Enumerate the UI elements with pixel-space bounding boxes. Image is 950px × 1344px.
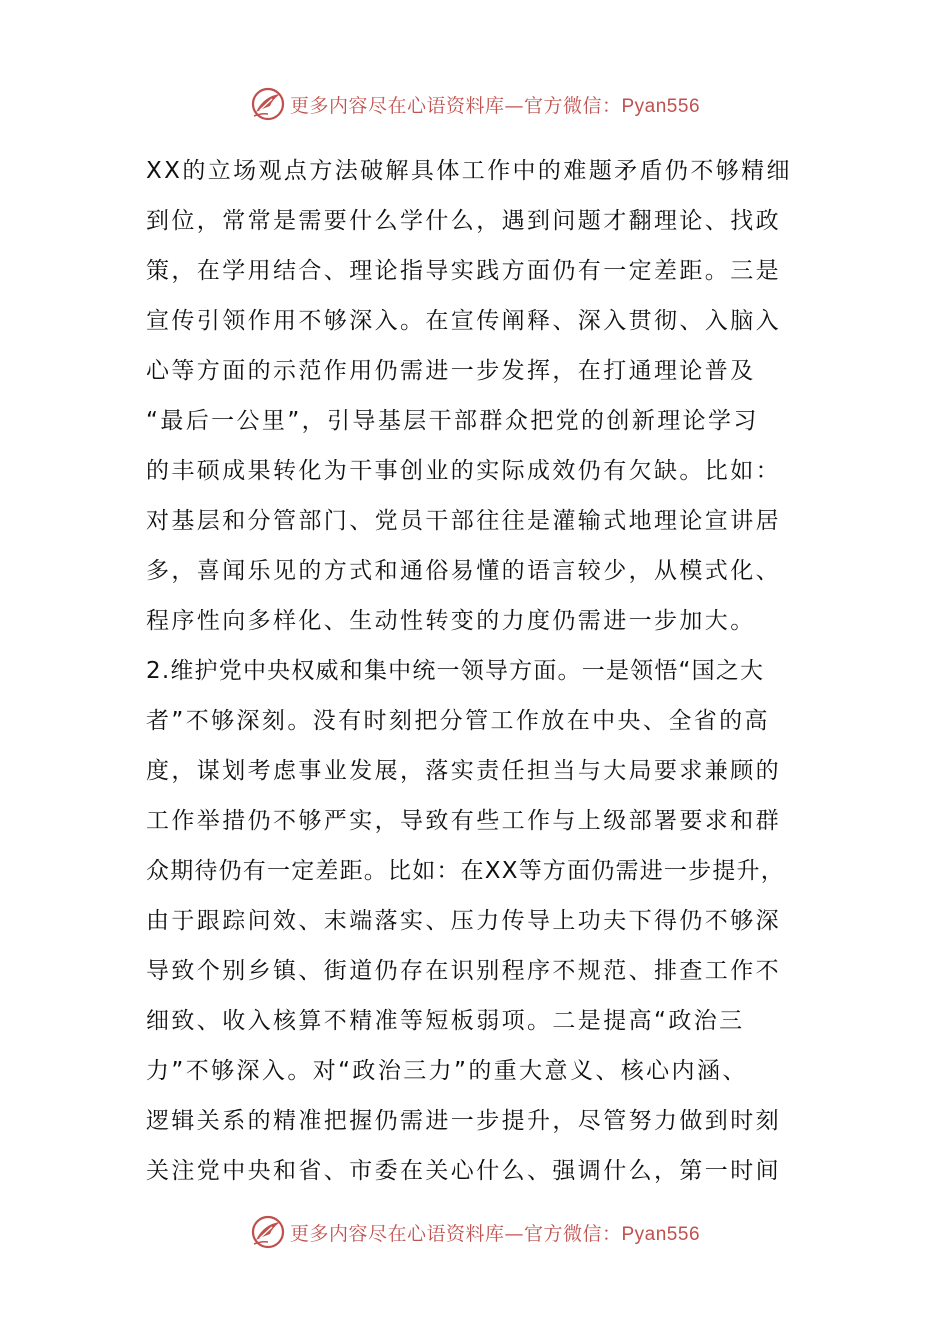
text-line: 多，喜闻乐见的方式和通俗易懂的语言较少，从模式化、 [146, 558, 781, 584]
text-line: 细致、收入核算不精准等短板弱项。二是提高“政治三 [146, 1008, 745, 1034]
footer-watermark [0, 1212, 950, 1252]
text-line: 关注党中央和省、市委在关心什么、强调什么，第一时间 [146, 1158, 781, 1184]
section-heading-line: 2.维护党中央权威和集中统一领导方面。一是领悟“国之大 [146, 658, 765, 684]
header-watermark [0, 84, 950, 124]
watermark-text: 更多内容尽在心语资料库—官方微信：Pyan556 [289, 94, 701, 117]
pen-nib-logo-icon [250, 1214, 286, 1250]
text-line: 者”不够深刻。没有时刻把分管工作放在中央、全省的高 [146, 708, 770, 734]
text-line: 逻辑关系的精准把握仍需进一步提升，尽管努力做到时刻 [146, 1108, 781, 1134]
text-line: 到位，常常是需要什么学什么，遇到问题才翻理论、找政 [146, 208, 781, 234]
text-line: 导致个别乡镇、街道仍存在识别程序不规范、排查工作不 [146, 958, 781, 984]
text-line: 对基层和分管部门、党员干部往往是灌输式地理论宣讲居 [146, 508, 781, 534]
pen-nib-logo-icon [250, 86, 286, 122]
watermark-text: 更多内容尽在心语资料库—官方微信：Pyan556 [289, 1222, 701, 1245]
text-line: 由于跟踪问效、末端落实、压力传导上功夫下得仍不够深 [146, 908, 781, 934]
text-line: 度，谋划考虑事业发展，落实责任担当与大局要求兼顾的 [146, 758, 781, 784]
text-line: 众期待仍有一定差距。比如：在XX等方面仍需进一步提升， [146, 858, 785, 884]
text-line: 力”不够深入。对“政治三力”的重大意义、核心内涵、 [146, 1058, 748, 1084]
text-line: “最后一公里”，引导基层干部群众把党的创新理论学习 [146, 408, 759, 434]
text-line: 心等方面的示范作用仍需进一步发挥，在打通理论普及 [146, 358, 756, 384]
text-line: XX的立场观点方法破解具体工作中的难题矛盾仍不够精细 [146, 158, 792, 184]
text-line: 的丰硕成果转化为干事创业的实际成效仍有欠缺。比如： [146, 458, 781, 484]
text-line: 工作举措仍不够严实，导致有些工作与上级部署要求和群 [146, 808, 781, 834]
document-body [146, 146, 816, 1196]
text-line: 程序性向多样化、生动性转变的力度仍需进一步加大。 [146, 608, 756, 634]
text-line: 宣传引领作用不够深入。在宣传阐释、深入贯彻、入脑入 [146, 308, 781, 334]
text-line: 策，在学用结合、理论指导实践方面仍有一定差距。三是 [146, 258, 781, 284]
